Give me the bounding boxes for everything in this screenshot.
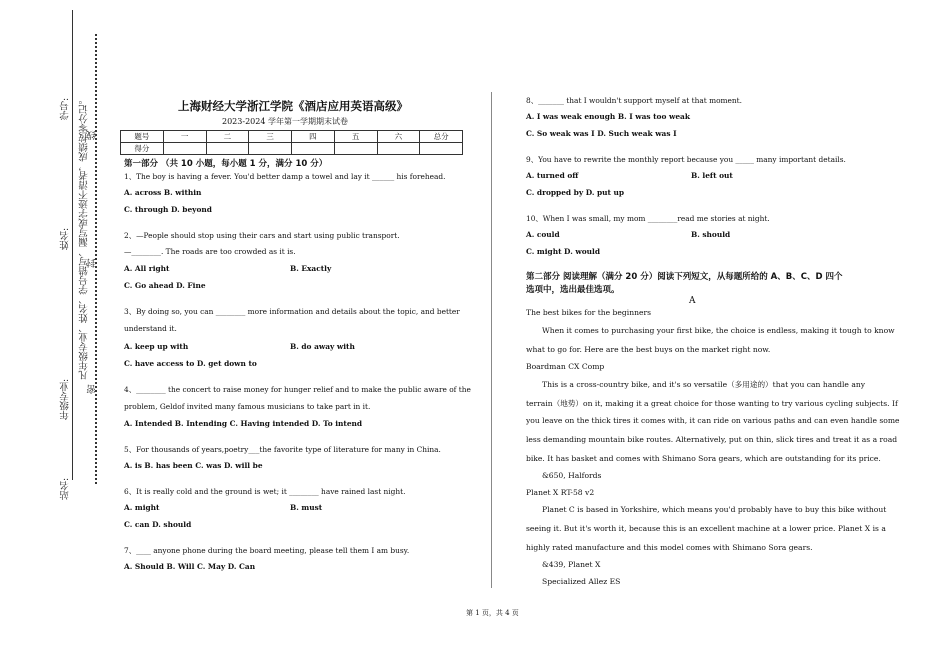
q2-options-cd: C. Go ahead D. Fine bbox=[124, 281, 206, 290]
passage-line: When it comes to purchasing your first bike, the choice is endless, making it tough to know bbox=[542, 326, 895, 335]
q9-option-b: B. left out bbox=[691, 171, 733, 180]
score-cell: 三 bbox=[249, 131, 292, 143]
score-cell: 题号 bbox=[121, 131, 164, 143]
passage-line: bike. It has basket and comes with Shimano Sora gears, which are outstanding for its price. bbox=[526, 454, 881, 463]
bike-name: Boardman CX Comp bbox=[526, 362, 605, 371]
q5-stem: 5、For thousands of years,poetry___the favorite type of literature for many in China. bbox=[124, 445, 441, 454]
q1-options-cd: C. through D. beyond bbox=[124, 205, 212, 214]
score-table bbox=[120, 130, 463, 155]
score-row-label: 得分 bbox=[121, 143, 164, 155]
q8-stem: 8、_______ that I wouldn't support myself at that moment. bbox=[526, 96, 742, 105]
q10-option-a: A. could bbox=[526, 230, 560, 239]
score-cell: 总分 bbox=[420, 131, 463, 143]
score-input-cell[interactable] bbox=[334, 143, 377, 155]
score-input-cell[interactable] bbox=[163, 143, 206, 155]
q3-stem-2: understand it. bbox=[124, 324, 177, 333]
score-cell: 六 bbox=[377, 131, 420, 143]
exam-title: 上海财经大学浙江学院《酒店应用英语高级》 bbox=[178, 99, 408, 113]
q3-stem: 3、By doing so, you can ________ more information and details about the topic, and better bbox=[124, 307, 460, 316]
passage-line: Planet C is based in Yorkshire, which means you'd probably have to buy this bike without bbox=[542, 505, 887, 514]
q4-stem-2: problem, Geldof invited many famous musicians to take part in it. bbox=[124, 402, 371, 411]
score-table-score-row bbox=[121, 143, 463, 155]
q10-options-cd: C. might D. would bbox=[526, 247, 600, 256]
q4-options: A. Intended B. Intending C. Having intended D. To intend bbox=[124, 419, 363, 428]
q8-options-ab: A. I was weak enough B. I was too weak bbox=[526, 112, 690, 121]
bike-name: Specialized Allez ES bbox=[542, 577, 621, 586]
score-input-cell[interactable] bbox=[292, 143, 335, 155]
page-footer: 第 1 页，共 4 页 bbox=[466, 609, 519, 617]
bike-price: &650, Halfords bbox=[542, 471, 602, 480]
q1-stem: 1、The boy is having a fever. You'd better damp a towel and lay it ______ his forehead. bbox=[124, 172, 446, 181]
passage-line: less demanding mountain bike routes. Alternatively, put on thin, slick tires and treat it as a road bbox=[526, 435, 898, 444]
seat-label: 站名: bbox=[60, 477, 71, 500]
score-table-header-row bbox=[121, 131, 463, 143]
q3-option-a: A. keep up with bbox=[124, 342, 189, 351]
q10-option-b: B. should bbox=[691, 230, 731, 239]
q3-options-cd: C. have access to D. get down to bbox=[124, 359, 257, 368]
bike-price: &439, Planet X bbox=[542, 560, 601, 569]
q2-stem: 2、—People should stop using their cars and start using public transport. bbox=[124, 231, 400, 240]
bike-name: Planet X RT-58 v2 bbox=[526, 488, 595, 497]
q6-option-a: A. might bbox=[124, 503, 160, 512]
score-input-cell[interactable] bbox=[377, 143, 420, 155]
passage-line: you leave on the thick tires it comes with, it can ride on various paths and can even handle some bbox=[526, 416, 900, 425]
score-input-cell[interactable] bbox=[206, 143, 249, 155]
score-input-cell[interactable] bbox=[420, 143, 463, 155]
seal-mark-mi: 密 bbox=[87, 384, 98, 394]
passage-line: terrain（地势）on it, making it a great choice for those wanting to try various cycling subjects. If bbox=[526, 399, 898, 408]
part2-heading-2: 选项中，选出最佳选项。 bbox=[526, 285, 620, 295]
q3-option-b: B. do away with bbox=[290, 342, 355, 351]
q2-option-b: B. Exactly bbox=[290, 264, 332, 273]
part2-heading: 第二部分 阅读理解（满分 20 分）阅读下列短文，从每题所给的 A、B、C、D 四个 bbox=[526, 272, 843, 282]
q7-options: A. Should B. Will C. May D. Can bbox=[124, 562, 256, 571]
score-cell: 二 bbox=[206, 131, 249, 143]
passage-line: highly rated manufacture and this model comes with Shimano Sora gears. bbox=[526, 543, 813, 552]
passage-line: what to go for. Here are the best buys on the market right now. bbox=[526, 345, 771, 354]
score-cell: 五 bbox=[334, 131, 377, 143]
score-cell: 四 bbox=[292, 131, 335, 143]
q10-stem: 10、When I was small, my mom ________read me stories at night. bbox=[526, 214, 770, 223]
q8-options-cd: C. So weak was I D. Such weak was I bbox=[526, 129, 677, 138]
score-cell: 一 bbox=[163, 131, 206, 143]
q6-options-cd: C. can D. should bbox=[124, 520, 192, 529]
seal-mark-feng: 封 bbox=[87, 258, 98, 268]
q6-stem: 6、It is really cold and the ground is wet; it ________ have rained last night. bbox=[124, 487, 406, 496]
q9-options-cd: C. dropped by D. put up bbox=[526, 188, 625, 197]
student-id-label: 学号: bbox=[60, 97, 71, 120]
q2-stem-2: —________. The roads are too crowded as it is. bbox=[124, 247, 296, 256]
q1-options-ab: A. across B. within bbox=[124, 188, 202, 197]
q5-options: A. is B. has been C. was D. will be bbox=[124, 461, 263, 470]
passage-line: This is a cross-country bike, and it's so versatile（多用途的）that you can handle any bbox=[542, 380, 866, 389]
grade-major-label: 年级专业: bbox=[60, 378, 71, 420]
exam-subtitle: 2023-2024 学年第一学期期末试卷 bbox=[222, 117, 348, 126]
passage-line: seeing it. But it's worth it, because this is an excellent machine at a lower price. Planet X is a bbox=[526, 524, 886, 533]
score-input-cell[interactable] bbox=[249, 143, 292, 155]
q4-stem: 4、________ the concert to raise money for hunger relief and to make the public aware of the bbox=[124, 385, 471, 394]
name-label: 姓名: bbox=[60, 227, 71, 250]
passage-letter: A bbox=[689, 296, 696, 306]
seal-mark-xian: 线 bbox=[87, 130, 98, 140]
part1-heading: 第一部分 （共 10 小题，每小题 1 分，满分 10 分） bbox=[124, 159, 328, 169]
q9-stem: 9、You have to rewrite the monthly report because you _____ many important details. bbox=[526, 155, 846, 164]
q2-option-a: A. All right bbox=[124, 264, 170, 273]
passage-title: The best bikes for the beginners bbox=[526, 308, 652, 317]
q9-option-a: A. turned off bbox=[526, 171, 579, 180]
q7-stem: 7、____ anyone phone during the board meeting, please tell them I am busy. bbox=[124, 546, 410, 555]
binding-notice: 凡年级专业、姓名、学号错写、漏写或字迹不清者，成绩按零分记。 bbox=[79, 95, 90, 380]
column-divider bbox=[491, 92, 492, 588]
binding-line-solid bbox=[72, 10, 73, 480]
q6-option-b: B. must bbox=[290, 503, 323, 512]
